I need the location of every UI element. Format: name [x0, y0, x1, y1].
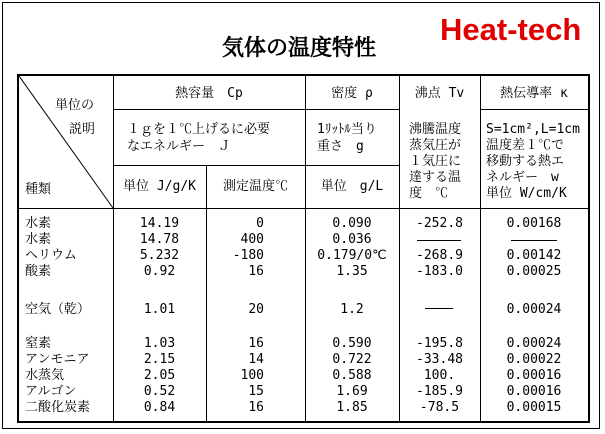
brand-logo: Heat-tech: [440, 12, 582, 47]
row-name: 水素: [25, 216, 52, 231]
row-temp: 100: [240, 368, 264, 383]
row-density: 0.588: [332, 368, 372, 383]
row-temp: -180: [232, 248, 264, 263]
row-density: 0.179/0℃: [317, 248, 387, 263]
row-name: 空気（乾）: [25, 302, 91, 317]
row-divider: [480, 109, 588, 110]
row-name: 二酸化炭素: [25, 400, 91, 415]
empty-dash: [417, 240, 461, 241]
row-temp: 0: [256, 216, 264, 231]
row-temp: 16: [248, 400, 264, 415]
heat-capacity-desc-line1: １ｇを１℃上げるに必要: [127, 122, 271, 137]
row-density: 1.69: [336, 384, 368, 399]
row-cond: 0.00024: [506, 336, 562, 351]
row-density: 1.2: [340, 302, 364, 317]
row-boil: -268.9: [416, 248, 463, 263]
density-unit: 単位 g/L: [320, 179, 384, 194]
data-table: [17, 74, 590, 423]
row-boil: -33.48: [416, 352, 463, 367]
boiling-desc-line: 達する温: [409, 170, 462, 185]
row-temp: 14: [248, 352, 264, 367]
row-temp: 15: [248, 384, 264, 399]
row-cp: 5.232: [139, 248, 180, 263]
conductivity-desc-line: 移動する熱エ: [486, 154, 565, 169]
row-name: 水蒸気: [25, 368, 65, 383]
boiling-desc-line: 度 ℃: [409, 186, 449, 201]
conductivity-desc-line: ネルギー w: [486, 170, 559, 185]
row-cond: 0.00016: [506, 368, 562, 383]
row-name: 窒素: [25, 336, 52, 351]
row-cp: 14.19: [139, 216, 180, 231]
heat-capacity-header: 熱容量 Cp: [175, 86, 243, 101]
measure-temp-header: 測定温度℃: [222, 179, 288, 194]
density-desc-line1: 1ﾘｯﾄﾙ当り: [317, 122, 377, 137]
row-boil: -252.8: [416, 216, 463, 231]
row-density: 0.036: [332, 232, 372, 247]
row-cp: 1.01: [143, 302, 176, 317]
row-density: 1.85: [336, 400, 368, 415]
density-header: 密度 ρ: [331, 86, 373, 101]
row-name: ヘリウム: [25, 248, 77, 263]
row-cond: 0.00022: [506, 352, 562, 367]
row-temp: 400: [240, 232, 264, 247]
row-density: 0.722: [332, 352, 372, 367]
page-title: 気体の温度特性: [222, 36, 377, 61]
row-name: 水素: [25, 232, 52, 247]
row-boil: 100.: [423, 368, 456, 383]
row-cp: 2.05: [143, 368, 176, 383]
row-cp: 0.92: [143, 264, 176, 279]
row-cond: 0.00016: [506, 384, 562, 399]
row-cond: 0.00025: [506, 264, 562, 279]
conductivity-desc-line: 温度差１℃で: [486, 138, 565, 153]
heat-capacity-unit: 単位 J/g/K: [123, 179, 196, 194]
row-temp: 20: [248, 302, 264, 317]
boiling-desc-line: 蒸気圧が: [409, 138, 462, 153]
row-density: 1.35: [336, 264, 368, 279]
boiling-desc-line: １気圧に: [409, 154, 462, 169]
empty-dash: [511, 240, 557, 241]
row-divider: [113, 165, 399, 166]
row-cond: 0.00024: [506, 302, 562, 317]
density-desc-line2: 重さ g: [317, 139, 364, 154]
row-density: 0.090: [332, 216, 372, 231]
row-cond: 0.00168: [506, 216, 562, 231]
row-cp: 0.84: [143, 400, 176, 415]
row-boil: -78.5: [419, 400, 460, 415]
row-boil: -185.9: [416, 384, 463, 399]
conductivity-header: 熱伝導率 κ: [500, 86, 568, 101]
row-cond: 0.00015: [506, 400, 562, 415]
row-name: アルゴン: [25, 384, 77, 399]
row-name: 酸素: [25, 264, 52, 279]
row-boil: -195.8: [416, 336, 463, 351]
boiling-point-header: 沸点 Tv: [414, 86, 465, 101]
corner-label-unit: 単位の: [55, 98, 95, 113]
empty-dash: [425, 308, 453, 309]
conductivity-desc-line: 単位 W/cm/K: [486, 186, 567, 201]
row-density: 0.590: [332, 336, 372, 351]
boiling-desc-line: 沸騰温度: [409, 122, 462, 137]
row-name: アンモニア: [25, 352, 90, 367]
row-cp: 2.15: [143, 352, 176, 367]
heat-capacity-desc-line2: なエネルギー Ｊ: [127, 139, 232, 154]
corner-label-kind: 種類: [25, 182, 52, 197]
row-cond: 0.00142: [506, 248, 562, 263]
conductivity-desc-line: S=1cm²,L=1cm: [486, 122, 580, 137]
row-cp: 1.03: [143, 336, 176, 351]
corner-label-desc: 説明: [69, 122, 96, 137]
row-temp: 16: [248, 264, 264, 279]
row-divider: [113, 109, 399, 110]
row-temp: 16: [248, 336, 264, 351]
row-boil: -183.0: [416, 264, 463, 279]
row-cp: 14.78: [139, 232, 180, 247]
row-cp: 0.52: [143, 384, 176, 399]
